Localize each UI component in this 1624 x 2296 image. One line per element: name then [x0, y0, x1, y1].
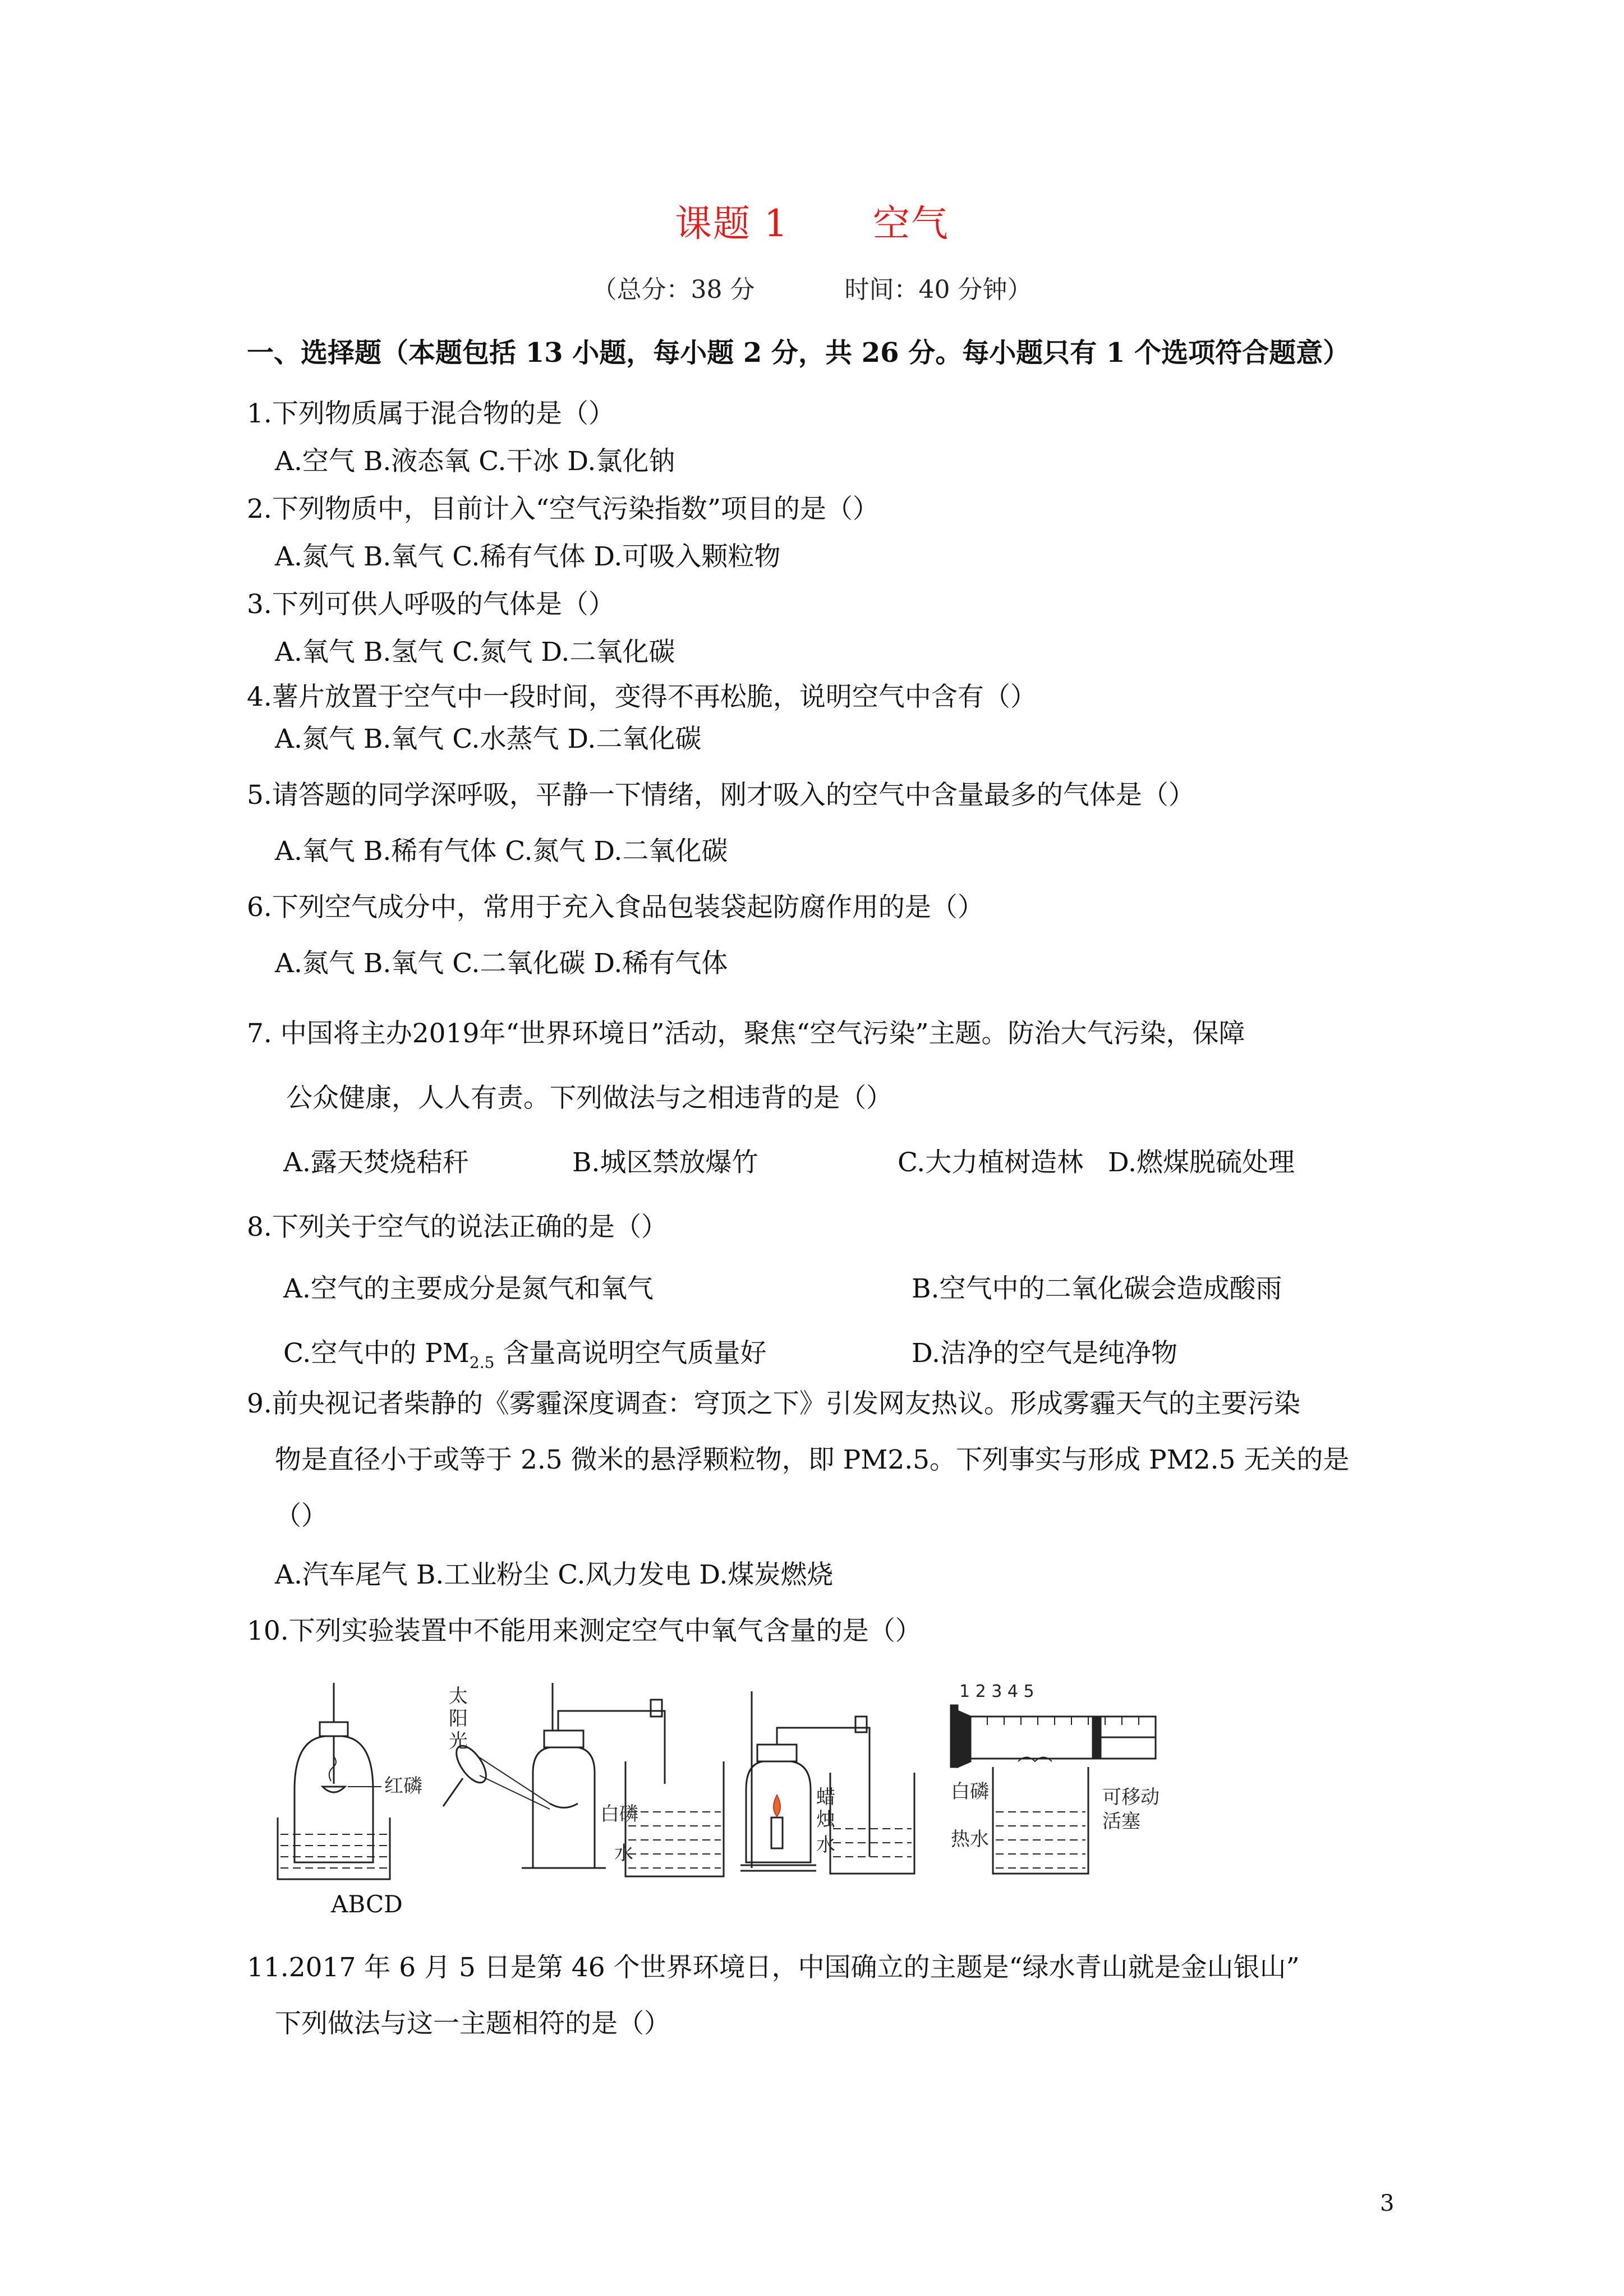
- label-sun-3: 光: [449, 1730, 468, 1752]
- question-7-option-a: A.露天焚烧秸秆: [283, 1147, 469, 1178]
- title-part1: 课题 1: [675, 202, 789, 245]
- label-water-c: 水: [816, 1834, 835, 1856]
- question-4-stem: 4.薯片放置于空气中一段时间，变得不再松脆，说明空气中含有（）: [247, 682, 1037, 712]
- question-7-option-d: D.燃煤脱硫处理: [1108, 1147, 1295, 1178]
- question-8-option-c-subscript: 2.5: [469, 1353, 495, 1372]
- label-red-phosphorus: 红磷: [384, 1775, 422, 1797]
- section-heading: 一、选择题（本题包括 13 小题，每小题 2 分，共 26 分。每小题只有 1 个选项符合题意）: [247, 337, 1350, 369]
- question-6-options: A.氮气 B.氧气 C.二氧化碳 D.稀有气体: [275, 948, 728, 979]
- label-white-phosphorus-b: 白磷: [600, 1803, 638, 1825]
- question-7-option-c: C.大力植树造林: [898, 1147, 1084, 1178]
- question-7-option-b: B.城区禁放爆竹: [572, 1147, 758, 1178]
- question-4-options: A.氮气 B.氧气 C.水蒸气 D.二氧化碳: [275, 724, 702, 754]
- label-sun-1: 太: [449, 1685, 468, 1708]
- question-3-stem: 3.下列可供人呼吸的气体是（）: [247, 589, 615, 620]
- question-1-stem: 1.下列物质属于混合物的是（）: [247, 398, 615, 429]
- question-8-stem: 8.下列关于空气的说法正确的是（）: [247, 1212, 668, 1243]
- page-title: [0, 194, 1624, 247]
- label-piston-2: 活塞: [1102, 1810, 1140, 1833]
- question-7-line2: 公众健康，人人有责。下列做法与之相违背的是（）: [286, 1083, 892, 1114]
- question-9-options: A.汽车尾气 B.工业粉尘 C.风力发电 D.煤炭燃烧: [275, 1559, 834, 1590]
- question-9-line1: 9.前央视记者柴静的《雾霾深度调查：穹顶之下》引发网友热议。形成雾霾天气的主要污染: [247, 1388, 1300, 1419]
- question-8-option-a: A.空气的主要成分是氮气和氧气: [283, 1273, 654, 1304]
- question-1-options: A.空气 B.液态氧 C.干冰 D.氯化钠: [275, 446, 675, 477]
- page-number: 3: [1380, 2191, 1395, 2216]
- label-white-phosphorus-d: 白磷: [951, 1780, 989, 1803]
- experiment-apparatus-figure: [264, 1677, 1172, 1896]
- question-2-stem: 2.下列物质中，目前计入“空气污染指数”项目的是（）: [247, 494, 879, 524]
- apparatus-a: [278, 1683, 422, 1879]
- question-6-stem: 6.下列空气成分中，常用于充入食品包装袋起防腐作用的是（）: [247, 892, 984, 923]
- question-11-line1: 11.2017 年 6 月 5 日是第 46 个世界环境日，中国确立的主题是“绿水青山就是金山银山”: [247, 1952, 1300, 1983]
- question-9-line3: （）: [275, 1501, 328, 1531]
- apparatus-b: [443, 1683, 724, 1876]
- label-sun-2: 阳: [449, 1708, 468, 1730]
- question-8-option-c-pre: C.空气中的 PM: [283, 1338, 470, 1369]
- figure-caption: ABCD: [331, 1890, 403, 1918]
- question-2-options: A.氮气 B.氧气 C.稀有气体 D.可吸入颗粒物: [275, 541, 781, 572]
- apparatus-c: [740, 1691, 914, 1874]
- question-3-options: A.氧气 B.氢气 C.氮气 D.二氧化碳: [275, 637, 675, 668]
- label-hot-water: 热水: [951, 1828, 989, 1851]
- title-part2: 空气: [872, 202, 949, 245]
- question-11-line2: 下列做法与这一主题相符的是（）: [275, 2008, 670, 2039]
- question-5-stem: 5.请答题的同学深呼吸，平静一下情绪，刚才吸入的空气中含量最多的气体是（）: [247, 780, 1195, 811]
- question-8-option-b: B.空气中的二氧化碳会造成酸雨: [912, 1273, 1282, 1304]
- time-limit: 时间：40 分钟）: [844, 275, 1032, 304]
- question-8-option-c-post: 含量高说明空气质量好: [494, 1338, 767, 1369]
- apparatus-d: [951, 1682, 1160, 1874]
- question-7-line1: 7. 中国将主办2019年“世界环境日”活动，聚焦“空气污染”主题。防治大气污染，保障: [247, 1018, 1245, 1049]
- total-score: （总分：38 分: [592, 275, 755, 304]
- question-5-options: A.氧气 B.稀有气体 C.氮气 D.二氧化碳: [275, 836, 728, 867]
- question-9-line2: 物是直径小于或等于 2.5 微米的悬浮颗粒物，即 PM2.5。下列事实与形成 PM2.5 无关的是: [275, 1444, 1350, 1475]
- label-water-b: 水: [614, 1842, 633, 1865]
- question-10-stem: 10.下列实验装置中不能用来测定空气中氧气含量的是（）: [247, 1616, 922, 1646]
- label-candle-2: 烛: [816, 1809, 835, 1831]
- question-8-option-d: D.洁净的空气是纯净物: [912, 1338, 1177, 1369]
- label-piston-1: 可移动: [1102, 1786, 1160, 1809]
- label-candle-1: 蜡: [816, 1786, 835, 1809]
- question-8-option-c: [283, 1332, 766, 1372]
- label-scale: 1 2 3 4 5: [959, 1682, 1034, 1701]
- exam-meta: [0, 269, 1624, 305]
